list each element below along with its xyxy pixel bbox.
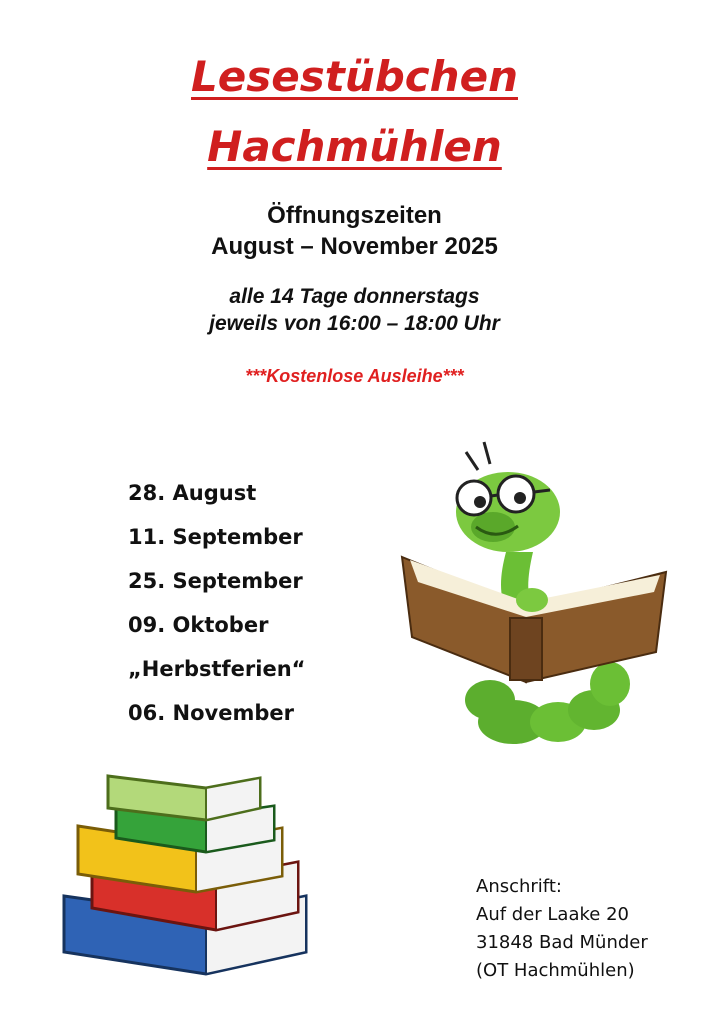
address-city: 31848 Bad Münder [476,932,648,953]
address-label: Anschrift: [476,876,562,897]
address-block [476,873,648,985]
schedule-time: jeweils von 16:00 – 18:00 Uhr [209,312,500,335]
address-district: (OT Hachmühlen) [476,960,635,981]
date-item: 06. November [128,701,294,725]
title-line-2: Hachmühlen [207,122,502,171]
date-item: 28. August [128,481,257,505]
opening-period: August – November 2025 [211,233,498,260]
date-item: 25. September [128,569,303,593]
bookworm-reading-illustration [398,432,670,752]
book-stack-illustration [56,768,318,982]
date-list [128,478,305,742]
date-item: „Herbstferien“ [128,657,306,681]
opening-hours-heading: Öffnungszeiten [267,202,442,229]
date-item: 09. Oktober [128,613,269,637]
date-item: 11. September [128,525,303,549]
schedule-frequency: alle 14 Tage donnerstags [229,285,480,308]
title-line-1: Lesestübchen [191,52,518,101]
address-street: Auf der Laake 20 [476,904,629,925]
free-lending-note: ***Kostenlose Ausleihe*** [245,366,464,386]
